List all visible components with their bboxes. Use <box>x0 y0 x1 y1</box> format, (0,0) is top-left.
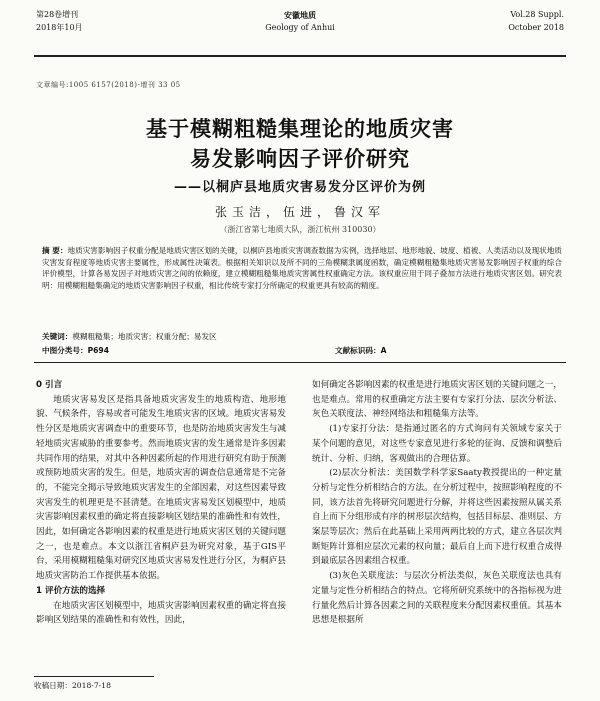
running-header <box>0 10 600 40</box>
article-number: 文章编号:1005 6157(2018)-增刊 33 05 <box>36 81 181 89</box>
abstract-text: 地质灾害影响因子权重分配是地质灾害区划的关键，以桐庐县地质灾害调查数据为实例，选择地层、地形地貌、坡度、植被、人类活动以及现状地质灾害发育程度等地质灾害主要属性，形成属性决策表。根据相关知识以及所不同的三角模糊隶属度函数，确定模糊粗糙集地质灾害易发影响因子权重的综合评价模型，计算各易发因子对地质灾害之间的依赖度，建立模糊粗糙集地质灾害属性权重确定方法。该权重应用于同子叠加方法进行地质灾害区划。研究表明：用模糊粗糙集确定的地质灾害影响因子权重，相比传统专家打分所确定的权重更具有较高的精度。 <box>42 246 562 290</box>
date-cn: 2018年10月 <box>36 23 83 32</box>
abstract <box>42 245 562 291</box>
footnote-rule <box>34 676 154 677</box>
keywords <box>42 331 217 342</box>
title-line-1: 基于模糊粗糙集理论的地质灾害 <box>146 117 454 141</box>
paragraph: (3)灰色关联度法：与层次分析法类似，灰色关联度法也具有定量与定性分析相结合的特点。它将所研究系统中的各指标视为进行量化然后计算各因素之间的关联程度来分配因素权重值。其基本思想是根据所 <box>312 571 562 626</box>
header-rule <box>34 55 566 57</box>
left-column <box>36 378 286 628</box>
authors: 张玉洁，伍进，鲁汉军 <box>214 205 385 219</box>
paragraph: (1)专家打分法：是指通过匿名的方式询问有关领域专家关于某个问题的意见，对这些专家意见进行多轮的征询、反馈和调整后统计、分析、归纳，客观做出的合理估算。 <box>312 424 562 464</box>
doc-code-value: A <box>380 346 387 355</box>
paragraph: (2)层次分析法：美国数学科学家Saaty教授提出的一种定量分析与定性分析相结合的方法。在分析过程中，按照影响程度的不同，该方法首先将研究问题进行分解，并将这些因素按照从属关系自上而下分组形成有序的树形层次结构，包括目标层、准则层、方案层等层次；然后在此基础上采用两两比较的方式，建立各层次判断矩阵计算相应层次元素的权向量；最后自上而下进行权重合成得到最底层各因素组合权重。 <box>312 468 562 567</box>
volume-en: Vol.28 Suppl. <box>510 10 564 19</box>
keywords-label: 关键词： <box>42 332 73 341</box>
journal-name-cn: 安徽地质 <box>284 10 316 20</box>
right-column <box>312 378 562 628</box>
received-date: 收稿日期：2018-7-18 <box>34 681 111 690</box>
title-line-2: 易发影响因子评价研究 <box>190 147 410 171</box>
journal-name-en: Geology of Anhui <box>265 23 335 32</box>
abstract-label: 摘 要： <box>42 246 68 255</box>
clc-number <box>42 345 109 356</box>
clc-label: 中图分类号： <box>42 346 88 355</box>
doc-code-label: 文献标识码： <box>335 346 381 355</box>
paragraph: 地质灾害易发区是指具备地质灾害发生的地质构造、地形地貌、气候条件，容易或者可能发生地质灾害的区域。地质灾害易发性分区是地质灾害调查中的重要环节，也是防治地质灾害发生与减轻地质灾害威胁的重要参考。然而地质灾害的发生通常是许多因素共同作用的结果，对其中各种因素所起的作用进行研究有助于预测或预防地质灾害的发生。但是，地质灾害的调查信息通常是不完备的，不能完全揭示导致地质灾害发生的全部因素，对这些因素导致灾害发生的机理更是不甚清楚。在地质灾害易发区划模型中，地质灾害影响因素权重的确定将直接影响区划结果的准确性和有效性，因此，如何确定各影响因素的权重是进行地质灾害区划的关键问题之一，也是难点。本文以浙江省桐庐县为研究对象，基于GIS平台，采用模糊粗糙集对研究区地质灾害易发性进行分区，为桐庐县地质灾害防治工作提供基本依据。 <box>36 394 286 582</box>
clc-value: P694 <box>87 346 109 355</box>
paragraph: 如何确定各影响因素的权重是进行地质灾害区划的关键问题之一，也是难点。常用的权重确定方法主要有专家打分法、层次分析法、灰色关联度法、神经网络法和粗糙集方法等。 <box>312 380 562 420</box>
date-en: October 2018 <box>508 23 564 32</box>
subtitle: ——以桐庐县地质灾害易发分区评价为例 <box>173 180 426 195</box>
abstract-rule <box>34 362 566 363</box>
paragraph: 在地质灾害区划模型中，地质灾害影响因素权重的确定将直接影响区划结果的准确性和有效性，因此， <box>36 600 286 626</box>
affiliation: （浙江省第七地质大队，浙江杭州 310030） <box>219 225 381 234</box>
volume-cn: 第28卷增刊 <box>36 10 79 19</box>
section-heading-method: 1 评价方法的选择 <box>36 585 106 596</box>
keywords-text: 模糊粗糙集；地质灾害；权重分配；易发区 <box>72 332 217 341</box>
section-heading-intro: 0 引言 <box>36 380 63 390</box>
document-code <box>335 345 386 356</box>
